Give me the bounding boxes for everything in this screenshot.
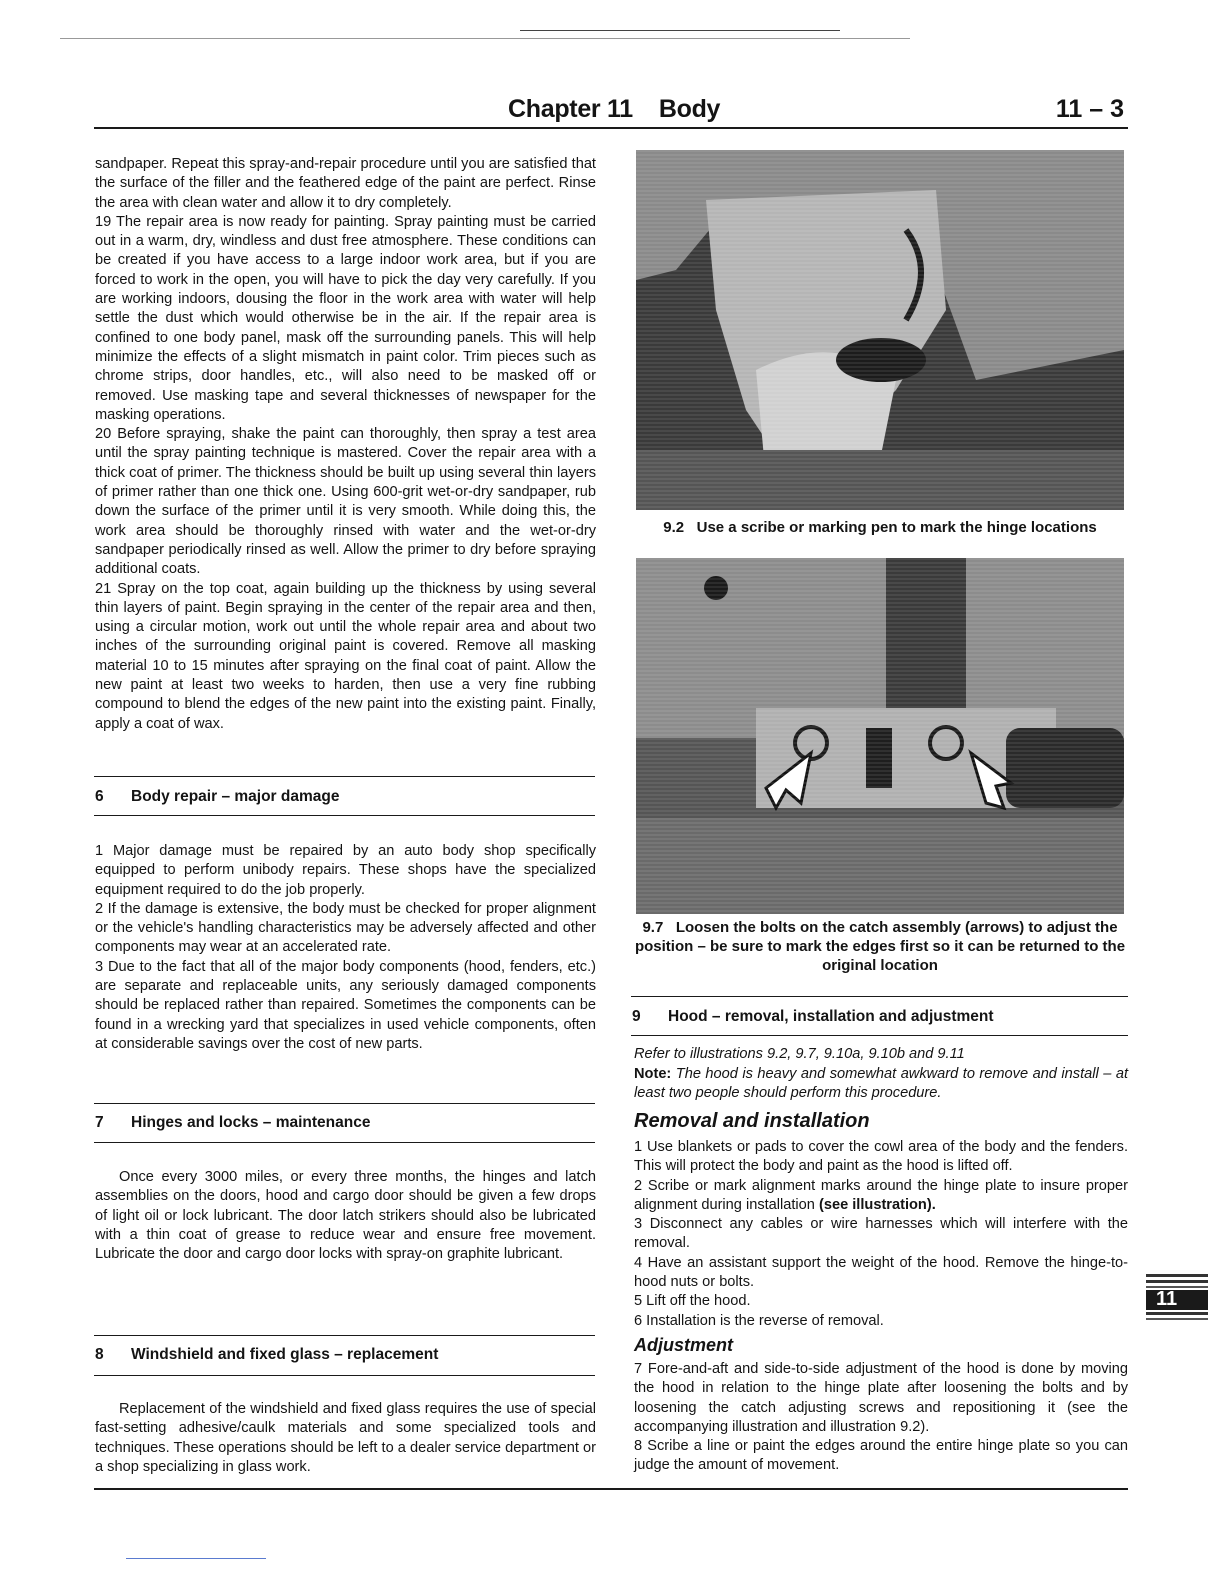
section-rule [631, 996, 1128, 997]
step-2 [634, 1177, 1128, 1216]
section-heading: Body repair – major damage [131, 788, 340, 805]
paragraph: Replacement of the windshield and fixed glass requires the use of special fast-setting adhesive/caulk materials and some specialized tools and techniques. These operations should be left to a dealer service department or a shop specializing in glass work. [95, 1401, 596, 1475]
paragraph: 21 Spray on the top coat, again building up the thickness by using several thin layers of paint. Begin spraying in the center of the repair area and then, using a circular motion, work out until the whole repair area and about two inches of the surrounding original paint is covered. Remove all masking material 10 to 15 minutes after spraying on the final coat of paint. Allow the new paint at least two weeks to harden, then use a very fine rubbing compound to blend the edges of the new paint into the existing paint. Finally, apply a coat of wax. [95, 580, 596, 732]
photo-hinge-marking [636, 150, 1124, 510]
adjustment-heading: Adjustment [634, 1335, 733, 1355]
section-rule [94, 776, 595, 777]
paragraph: 19 The repair area is now ready for painting. Spray painting must be carried out in a warm, dry, windless and dust free atmosphere. These conditions can be created if you have access to a large indoor work area, but if you are forced to work in the open, you will have to pick the day very carefully. If you are working indoors, dousing the floor in the work area with water will help settle the dust which would otherwise be in the air. If the repair area is confined to one body panel, mask off the surrounding panels. This will help minimize the effects of a slight mismatch in paint color. Trim pieces such as chrome strips, door handles, etc., will also need to be masked off or removed. Use masking tape and several thicknesses of newspaper for the masking operations. [95, 213, 596, 423]
step: 5 Lift off the hood. [634, 1293, 751, 1310]
chapter-title: Body [658, 95, 721, 123]
section-number: 9 [632, 1008, 641, 1025]
section-number: 8 [95, 1346, 104, 1363]
figure-9-7-caption [620, 918, 1140, 975]
section-rule [94, 815, 595, 816]
note-label: Note: [634, 1066, 672, 1082]
section-8-body [95, 1400, 596, 1477]
photo-hinge-drawing [636, 150, 1124, 510]
removal-steps [634, 1138, 1128, 1331]
section-heading: Hood – removal, installation and adjustment [668, 1008, 994, 1025]
paragraph: 20 Before spraying, shake the paint can thoroughly, then spray a test area until the spray painting technique is mastered. Cover the repair area with a thick coat of primer. The thickness should be built up using several thin layers of primer rather than one thick one. Using 600-grit wet-or-dry sandpaper, rub down the surface of the primer until it is very smooth. While doing this, the work area should be thoroughly rinsed with water and the wet-or-dry sandpaper periodically rinsed as well. Allow the primer to dry before spraying additional coats. [95, 426, 596, 578]
header-rule [94, 127, 1128, 129]
paragraph: Once every 3000 miles, or every three months, the hinges and latch assemblies on the doors, hood and cargo door should be given a few drops of light oil or lock lubricant. The door latch strikers should also be lubricated with a thin coat of grease to reduce wear and ensure free movement. Lubricate the door and cargo door locks with spray-on graphite lubricant. [95, 1169, 596, 1263]
figure-label: 9.7 [642, 919, 664, 936]
adjustment-steps [634, 1360, 1128, 1476]
step: 3 Disconnect any cables or wire harnesses which will interfere with the removal. [634, 1216, 1128, 1252]
step: 1 Use blankets or pads to cover the cowl area of the body and the fenders. This will protect the body and paint as the hood is lifted off. [634, 1139, 1128, 1175]
figure-9-2-caption [636, 518, 1124, 537]
section-heading: Hinges and locks – maintenance [131, 1114, 371, 1131]
intro-text [95, 155, 596, 734]
paragraph: 1 Major damage must be repaired by an auto body shop specifically equipped to perform unibody repairs. These shops have the specialized equipment required to do the job properly. [95, 843, 596, 898]
paragraph: sandpaper. Repeat this spray-and-repair procedure until you are satisfied that the surface of the filler and the feathered edge of the paint are perfect. Rinse the area with clean water and allow it to dry completely. [95, 156, 596, 211]
section-rule [94, 1335, 595, 1336]
chapter-header [508, 95, 720, 124]
step-ref: (see illustration). [818, 1196, 936, 1213]
refer-line: Refer to illustrations 9.2, 9.7, 9.10a, 9.10b and 9.11 [634, 1046, 965, 1062]
removal-heading: Removal and installation [634, 1110, 870, 1132]
scan-edge-line [60, 38, 910, 39]
footer-rule [94, 1488, 1128, 1490]
scan-mark [126, 1558, 266, 1559]
chapter-label: Chapter 11 [508, 95, 633, 123]
section-7-body [95, 1168, 596, 1264]
section-number: 6 [95, 788, 104, 805]
section-heading: Windshield and fixed glass – replacement [131, 1346, 439, 1363]
section-8-title [95, 1346, 438, 1364]
step: 4 Have an assistant support the weight of the hood. Remove the hinge-to-hood nuts or bolts. [634, 1254, 1128, 1291]
section-rule [631, 1035, 1128, 1036]
chapter-tab [1146, 1270, 1208, 1326]
chapter-tab-number: 11 [1156, 1288, 1178, 1310]
section-6-title [95, 788, 339, 806]
section-rule [94, 1142, 595, 1143]
section-rule [94, 1375, 595, 1376]
note-block [634, 1065, 1128, 1104]
step: 6 Installation is the reverse of removal. [634, 1312, 884, 1329]
note-text: The hood is heavy and somewhat awkward to remove and install – at least two people should perform this procedure. [634, 1066, 1128, 1102]
figure-caption: Loosen the bolts on the catch assembly (arrows) to adjust the position – be sure to mark the edges first so it can be returned to the original location [634, 919, 1126, 974]
scan-edge-line-2 [520, 30, 840, 31]
section-9-title [632, 1008, 994, 1026]
section-6-body [95, 842, 596, 1054]
paragraph: 3 Due to the fact that all of the major body components (hood, fenders, etc.) are separate and replaceable units, any seriously damaged components should be replaced rather than repaired. Sometimes the components can be found in a wrecking yard that specializes in used vehicle components, often at considerable savings over the cost of new parts. [95, 958, 596, 1052]
step: 8 Scribe a line or paint the edges around the entire hinge plate so you can judge the amount of movement. [634, 1438, 1128, 1474]
step-text: 2 Scribe or mark alignment marks around the hinge plate to insure proper alignment during installation [634, 1177, 1128, 1213]
paragraph: 2 If the damage is extensive, the body must be checked for proper alignment or the vehicle's handling characteristics may be adversely affected and other components may wear at an accelerated rate. [95, 900, 596, 956]
photo-catch-drawing [636, 558, 1124, 914]
section-number: 7 [95, 1114, 104, 1131]
photo-catch-assembly [636, 558, 1124, 914]
section-rule [94, 1103, 595, 1104]
section-7-title [95, 1114, 370, 1132]
figure-caption: Use a scribe or marking pen to mark the hinge locations [696, 519, 1097, 536]
step: 7 Fore-and-aft and side-to-side adjustment of the hood is done by moving the hood in relation to the hinge plate after loosening the bolts and by loosening the catch adjusting screws and repositioning it (see the accompanying illustration and illustration 9.2). [634, 1361, 1128, 1435]
page-number: 11 – 3 [1055, 95, 1124, 123]
figure-label: 9.2 [663, 519, 685, 536]
